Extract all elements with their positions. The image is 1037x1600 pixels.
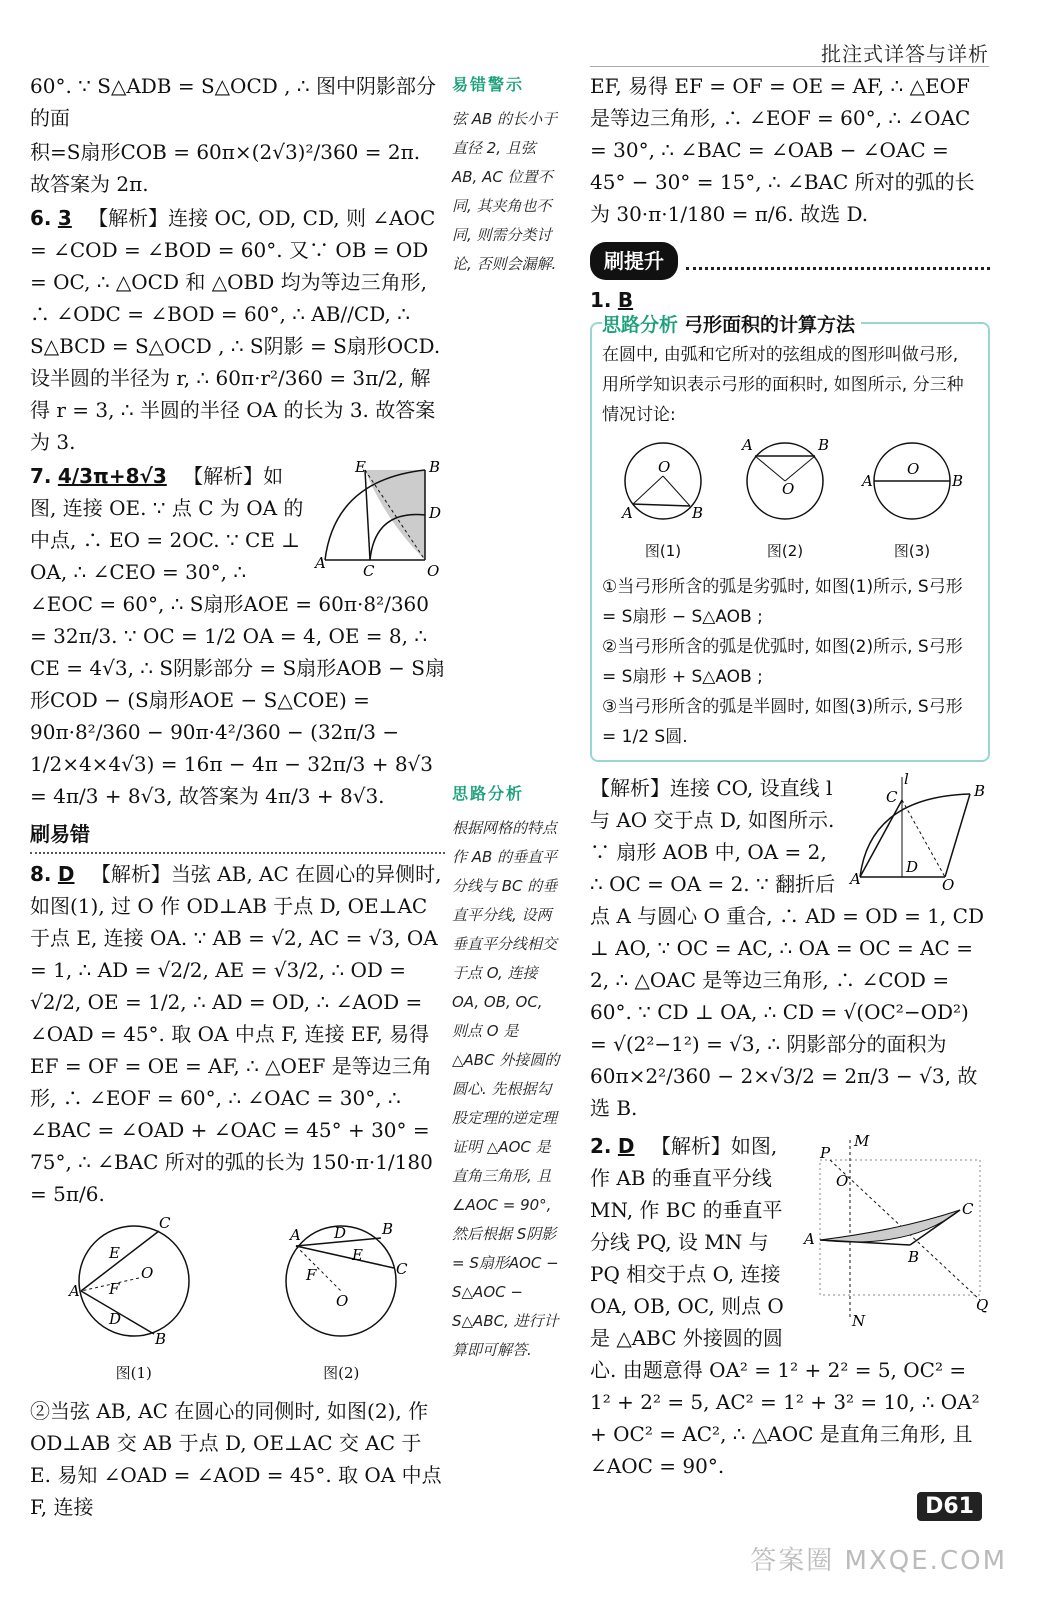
q2-solution: 【解析】如图, 作 AB 的垂直平分线 MN, 作 BC 的垂直平分线 PQ, 设 MN 与 PQ 相交于点 O, 连接 OA, OB, OC, 则点 O 是 △ABC 外接圆的圆心. 由题意得 OA² = 1² + 2² = 5, OC² = 1² + 2² = 5, AC² = 1² + 3² = 10, ∴ OA² + OC² = AC², ∴ △AOC 是直角三角形, 且 ∠AOC = 90°. [590, 1134, 980, 1478]
q2-number: 2. [590, 1134, 612, 1158]
q8f1-label-f: F [108, 1280, 120, 1298]
question-8 [30, 858, 445, 1210]
q2-label-b: B [908, 1248, 920, 1266]
section-easy-mistakes: 刷易错 [30, 818, 445, 854]
q8-figures [30, 1216, 445, 1389]
analysis-text: 根据网格的特点作 AB 的垂直平分线与 BC 的垂直平分线, 设两垂直平分线相交于点 O, 连接 OA, OB, OC, 则点 O 是 △ABC 外接圆的圆心. 先根据勾股定理的逆定理证明 △AOC 是直角三角形, 且 ∠AOC = 90°, 然后根据 S阴影 = S扇形AOC − S△AOC − S△ABC, 进行计算即可解答. [452, 819, 560, 1359]
q8f1-label-o: O [140, 1264, 154, 1282]
case-1: ①当弓形所含的弧是劣弧时, 如图(1)所示, S弓形 = S扇形 − S△AOB ; [602, 577, 963, 627]
q8f1-label-a: A [68, 1282, 80, 1300]
q8f2-label-f: F [306, 1266, 317, 1284]
q1-label-o: O [942, 876, 955, 894]
q8f2-label-b: B [382, 1220, 394, 1238]
q8-number: 8. [30, 862, 52, 886]
q2-label-m: M [854, 1132, 870, 1150]
method-box-label: 思路分析 [602, 314, 679, 336]
seg2-label-a: A [742, 436, 753, 454]
q1-solution-block [590, 772, 990, 1124]
q1-label-l: l [904, 770, 909, 788]
method-box-title: 弓形面积的计算方法 [684, 314, 856, 336]
section-improve: 刷提升 [590, 242, 678, 280]
q7-label-b: B [429, 458, 441, 476]
q6-answer: 3 [57, 206, 72, 230]
page-number: D61 [917, 1492, 982, 1521]
watermark: 答案圈 MXQE.COM [750, 1546, 1007, 1576]
q8-fig1-svg [69, 1216, 199, 1346]
side-spacer [452, 279, 562, 779]
q7-line-ce [365, 470, 370, 560]
right-text-1: EF, 易得 EF = OF = OE = AF, ∴ △EOF 是等边三角形, ∴ ∠EOF = 60°, ∴ ∠OAC = 30°, ∴ ∠BAC = ∠OAB − ∠OAC = 45° − 30° = 15°, ∴ ∠BAC 所对的弧的长为 30·π·1/180 = π/6. 故选 D. [590, 74, 975, 226]
right-column [590, 70, 990, 1482]
section-dots [686, 253, 990, 270]
q2-label-q: Q [976, 1296, 989, 1314]
seg1-label-b: B [692, 504, 704, 522]
q1-label-b: B [974, 782, 986, 800]
q1-answer: B [617, 288, 634, 312]
q8-fig2-svg [276, 1216, 406, 1346]
segment-fig2-caption: 图(2) [766, 542, 804, 560]
q8f1-label-e: E [108, 1244, 120, 1262]
q8-figure-1 [69, 1216, 199, 1389]
case-3: ③当弓形所含的弧是半圆时, 如图(3)所示, S弓形 = 1/2 S圆. [602, 697, 963, 747]
q8f2-label-d: D [334, 1224, 347, 1242]
left-column [30, 70, 445, 1525]
q2-label-p: P [820, 1144, 831, 1162]
side-notes-column [452, 70, 562, 1365]
q7-answer: 4/3π+8√3 [57, 464, 167, 488]
q8-fig2-caption: 图(2) [323, 1364, 360, 1382]
header-title: 批注式详答与详析 [821, 42, 989, 66]
seg3-label-a: A [862, 472, 873, 490]
question-6 [30, 202, 445, 458]
q7-figure [315, 460, 445, 580]
segment-fig2-svg [740, 436, 830, 526]
segment-figure-3 [862, 436, 962, 566]
q7-label-c: C [363, 562, 375, 580]
q8-case-2: ②当弦 AB, AC 在圆心的同侧时, 如图(2), 作 OD⊥AB 交 AB 于点 D, OE⊥AC 交 AC 于 E. 易知 ∠OAD = ∠AOD = 45°. 取 OA 中点 F, 连接 [30, 1399, 442, 1519]
q6-number: 6. [30, 206, 52, 230]
segment-fig1-caption: 图(1) [644, 542, 682, 560]
q8-fig1-caption: 图(1) [115, 1364, 152, 1382]
method-box [590, 314, 990, 762]
q8-answer: D [57, 862, 75, 886]
q2-figure [800, 1130, 990, 1330]
q2-shaded-region [820, 1210, 960, 1242]
q2-answer: D [617, 1134, 635, 1158]
q1-label-d: D [906, 858, 919, 876]
segment-figure-1 [618, 436, 708, 566]
seg3-label-b: B [952, 472, 964, 490]
segment-fig1-svg [618, 436, 708, 526]
warning-text: 弦 AB 的长小于直径 2, 且弦 AB, AC 位置不同, 其夹角也不同, 则需分类讨论, 否则会漏解. [452, 110, 558, 273]
q7-label-a: A [315, 554, 326, 572]
q1-label-c: C [886, 788, 898, 806]
q7-label-e: E [355, 458, 366, 476]
q6-solution: 【解析】连接 OC, OD, CD, 则 ∠AOC = ∠COD = ∠BOD = 60°. 又∵ OB = OD = OC, ∴ △OCD 和 △OBD 均为等边三角形, ∴ ∠ODC = ∠BOD = 60°, ∴ AB//CD, ∴ S△BCD = S△OCD , ∴ S阴影 = S扇形OCD. 设半圆的半径为 r, ∴ 60π·r²/360 = 3π/2, 解得 r = 3, ∴ 半圆的半径 OA 的长为 3. 故答案为 3. [30, 206, 441, 454]
header-rule [590, 66, 989, 67]
seg2-label-b: B [818, 436, 830, 454]
segment-figure-2 [740, 436, 830, 566]
segment-fig3-svg [862, 436, 962, 526]
q7-label-o: O [427, 562, 440, 580]
q2-label-n: N [852, 1312, 866, 1330]
analysis-title: 思路分析 [452, 784, 525, 803]
q7-number: 7. [30, 464, 52, 488]
q8f1-label-d: D [108, 1310, 121, 1328]
segment-figures [602, 436, 978, 566]
q1-label-a: A [850, 870, 861, 888]
q1-line-ob [945, 794, 970, 877]
q1-line-ac [860, 800, 902, 877]
q2-label-a: A [804, 1230, 815, 1248]
seg2-label-o: O [782, 480, 795, 498]
left-text-2: 积=S扇形COB = 60π×(2√3)²/360 = 2π. 故答案为 2π. [30, 140, 421, 196]
question-7 [30, 460, 445, 812]
method-box-intro: 在圆中, 由弧和它所对的弦组成的图形叫做弓形, 用所学知识表示弓形的面积时, 如图所示, 分三种情况讨论: [602, 345, 964, 425]
q2-label-c: C [962, 1200, 974, 1218]
q8f1-label-c: C [158, 1214, 171, 1232]
q1-figure [850, 772, 990, 892]
warning-title: 易错警示 [452, 75, 525, 94]
q8f2-label-a: A [290, 1226, 302, 1244]
q1-number: 1. [590, 288, 612, 312]
q1-solution: 【解析】连接 CO, 设直线 l 与 AO 交于点 D, 如图所示. ∵ 扇形 AOB 中, OA = 2, ∴ OC = OA = 2. ∵ 翻折后点 A 与圆心 O 重合, ∴ AD = OD = 1, CD ⊥ AO, ∵ OC = AC, ∴ OA = OC = AC = 2, ∴ △OAC 是等边三角形, ∴ ∠COD = 60°. ∵ CD ⊥ OA, ∴ CD = √(OC²−OD²) = √(2²−1²) = √3, ∴ 阴影部分的面积为 60π×2²/360 − 2×√3/2 = 2π/3 − √3, 故选 B. [590, 776, 984, 1120]
seg1-label-a: A [622, 504, 633, 522]
seg1-label-o: O [658, 458, 671, 476]
case-2: ②当弓形所含的弧是优弧时, 如图(2)所示, S弓形 = S扇形 + S△AOB ; [602, 637, 963, 687]
seg3-label-o: O [907, 460, 920, 478]
q8f1-label-b: B [154, 1330, 166, 1348]
method-box-header [602, 310, 861, 340]
q8f2-label-e: E [352, 1246, 364, 1264]
question-2 [590, 1130, 990, 1482]
q8-solution: 【解析】当弦 AB, AC 在圆心的异侧时, 如图(1), 过 O 作 OD⊥AB 于点 D, OE⊥AC 于点 E, 连接 OA. ∵ AB = √2, AC = √3, OA = 1, ∴ AD = √2/2, AE = √3/2, ∴ OD = √2/2, OE = 1/2, ∴ AD = OD, ∴ ∠AOD = ∠OAD = 45°. 取 OA 中点 F, 连接 EF, 易得 EF = OF = OE = AF, ∴ △OEF 是等边三角形, ∴ ∠EOF = 60°, ∴ ∠OAC = 30°, ∴ ∠BAC = ∠OAD + ∠OAC = 45° + 30° = 75°, ∴ ∠BAC 所对的弧的长为 150·π·1/180 = 5π/6. [30, 862, 442, 1206]
segment-fig3-caption: 图(3) [893, 542, 931, 560]
q8f2-label-c: C [396, 1260, 408, 1278]
q8f2-label-o: O [336, 1292, 349, 1310]
q8-figure-2 [276, 1216, 406, 1389]
q7-label-d: D [429, 504, 442, 522]
left-text-1: 60°. ∵ S△ADB = S△OCD , ∴ 图中阴影部分的面 [30, 74, 436, 130]
q7-solution: 【解析】如图, 连接 OE. ∵ 点 C 为 OA 的中点, ∴ EO = 2OC. ∵ CE ⊥ OA, ∴ ∠CEO = 30°, ∴ ∠EOC = 60°, ∴ S扇形AOE = 60π·8²/360 = 32π/3. ∵ OC = 1/2 OA = 4, OE = 8, ∴ CE = 4√3, ∴ S阴影部分 = S扇形AOB − S扇形COD − (S扇形AOE − S△COE) = 90π·8²/360 − 90π·4²/360 − (32π/3 − 1/2×4×4√3) = 16π − 4π − 32π/3 + 8√3 = 4π/3 + 8√3, 故答案为 4π/3 + 8√3. [30, 464, 445, 808]
section-improve-header [590, 242, 990, 280]
q2-label-o: O [836, 1172, 849, 1190]
